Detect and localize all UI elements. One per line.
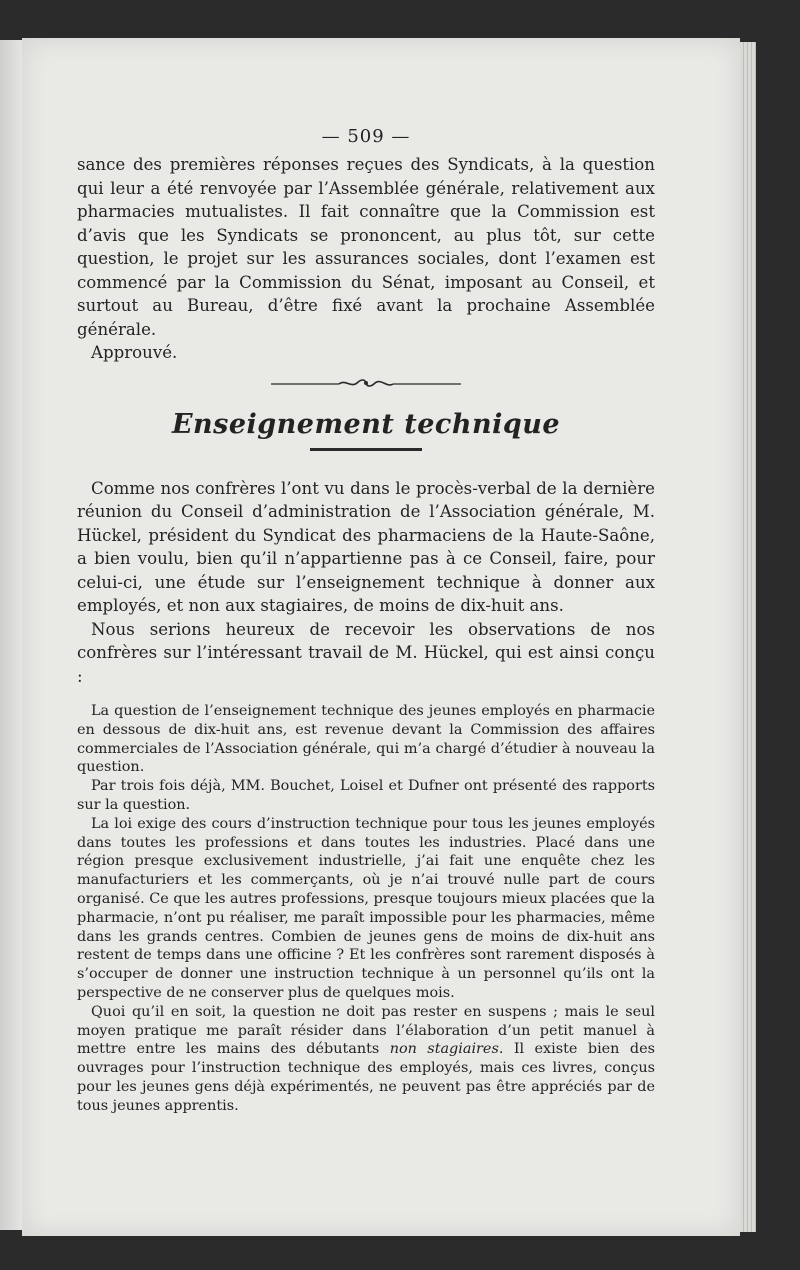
book-page [22,38,740,1236]
section-paragraph: Nous serions heureux de recevoir les observations de nos confrères sur l’intéressant travail de M. Hückel, qui est ainsi conçu : [77,619,655,686]
quoted-report [77,702,655,1116]
quote-text: . Il existe bien des ouvrages pour l’instruction technique des employés, mais ces livres, conçus pour les jeunes gens déjà expérimentés, ne peuvent pas être appréciés par de tous jeunes apprentis. [77,1041,655,1114]
ornament-divider-icon [271,375,461,391]
quote-paragraph: La loi exige des cours d’instruction technique pour tous les jeunes employés dans toutes les professions et dans toutes les industries. Placé dans une région presque exclusivement industrielle, j’ai fait une enquête chez les manufacturiers et les commerçants, où je n’ai trouvé nulle part de cours organisé. Ce que les autres professions, presque toujours mieux placées que la pharmacie, n’ont pu réaliser, me paraît impossible pour les pharmacies, même dans les grands centres. Combien de jeunes gens de moins de dix-huit ans restent de temps dans une officine ? Et les confrères sont rarement disposés à s’occuper de donner une instruction technique à un personnel qu’ils ont la perspective de ne conserver plus de quelques mois. [77,815,655,1001]
section-paragraph: Comme nos confrères l’ont vu dans le procès-verbal de la dernière réunion du Conseil d’administration de l’Association générale, M. Hückel, président du Syndicat des pharmaciens de la Haute-Saône, a bien voulu, bien qu’il n’appartienne pas à ce Conseil, faire, pour celui-ci, une étude sur l’enseignement technique à donner aux employés, et non aux stagiaires, de moins de dix-huit ans. [77,478,655,615]
intro-paragraph: sance des premières réponses reçues des Syndicats, à la question qui leur a été renvoyée par l’Assemblée générale, relativement aux pharmacies mutualistes. Il fait connaître que la Commission est d’avis que les Syndicats se prononcent, au plus tôt, sur cette question, le projet sur les assurances sociales, dont l’examen est commencé par la Commission du Sénat, imposant au Conseil, et surtout au Bureau, d’être fixé avant la prochaine Assemblée générale. [77,155,655,339]
approved-line: Approuvé. [91,343,178,362]
section-title: Enseignement technique [171,408,561,440]
page-number: — 509 — [321,126,411,147]
quote-paragraph-last [77,1003,655,1116]
quote-paragraph: La question de l’enseignement technique des jeunes employés en pharmacie en dessous de dix-huit ans, est revenue devant la Commission des affaires commerciales de l’Association générale, qui m’a chargé d’étudier à nouveau la question. [77,703,655,776]
quote-paragraph: Par trois fois déjà, MM. Bouchet, Loisel et Dufner ont présenté des rapports sur la question. [77,778,655,813]
quote-text: Quoi qu’il en soit, la question ne doit pas rester en suspens ; mais le seul moyen pratique me paraît résider dans l’élaboration d’un petit manuel à mettre entre les mains des débutants [77,1003,655,1058]
intro-block [77,153,655,365]
quote-emphasis: non stagiaires [389,1041,499,1058]
title-underline [310,448,422,451]
section-body [77,477,655,689]
page-content [77,126,655,1116]
